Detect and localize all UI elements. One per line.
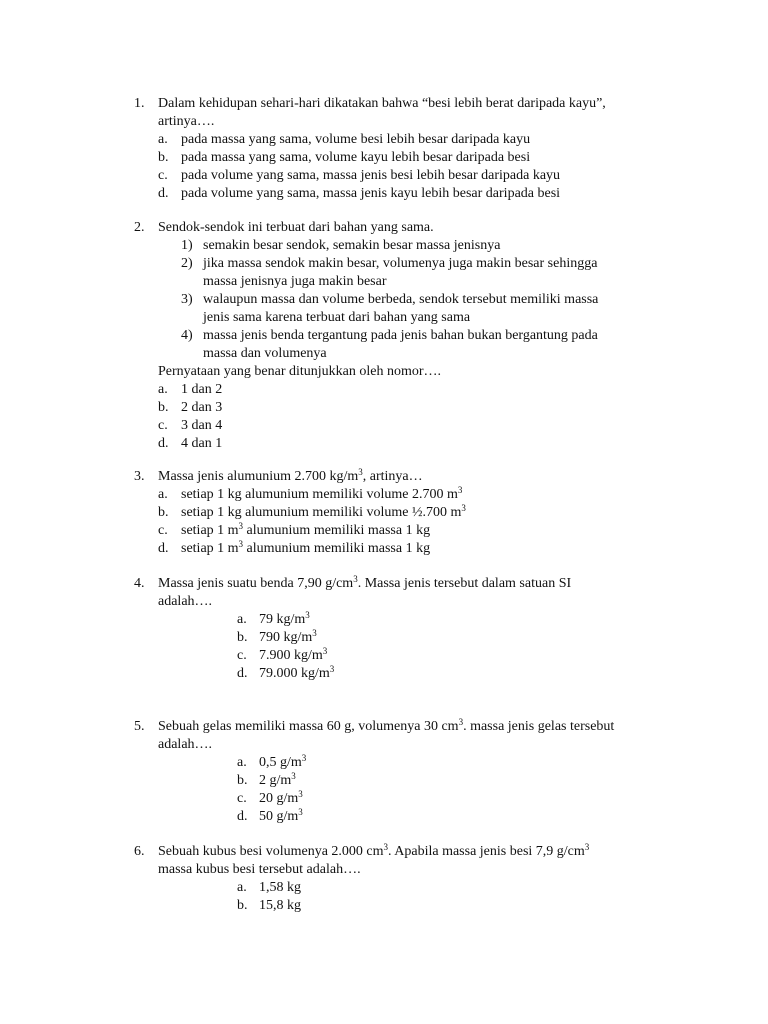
option-label: b. xyxy=(158,400,169,415)
option-text: setiap 1 $m^3$ alumunium memiliki massa 1 kg xyxy=(181,539,431,556)
option-text: 20 $g/m^3$ xyxy=(259,789,303,806)
statement-label: 3) xyxy=(181,292,193,307)
option-label: d. xyxy=(158,186,169,201)
option-label: b. xyxy=(158,150,169,165)
option-text: pada massa yang sama, volume kayu lebih besar daripada besi xyxy=(181,150,531,165)
option-text: pada volume yang sama, massa jenis kayu lebih besar daripada besi xyxy=(181,186,561,201)
question-number: 2. xyxy=(134,220,145,235)
option-label: a. xyxy=(158,132,168,147)
option-text: setiap 1 $m^3$ alumunium memiliki massa 1 kg xyxy=(181,521,431,538)
option-label: b. xyxy=(237,898,248,913)
option-text: 1,58 kg xyxy=(259,880,301,895)
statement-label: 2) xyxy=(181,256,193,271)
question-number: 5. xyxy=(134,719,145,734)
option-text: 2 $g/m^3$ xyxy=(259,771,296,788)
option-text: 4 dan 1 xyxy=(181,436,223,451)
option-text: setiap 1 kg alumunium memiliki volume ½.700 $m^3$ xyxy=(181,503,466,520)
question-stem-line-1: Massa jenis suatu benda 7,90 $g/cm^3$. Massa jenis tersebut dalam satuan SI xyxy=(158,574,572,591)
option-label: a. xyxy=(237,755,247,770)
question-stem: Massa jenis alumunium 2.700 $kg/m^3$, artinya… xyxy=(158,467,423,484)
option-label: a. xyxy=(237,880,247,895)
question-stem-line-2: adalah…. xyxy=(158,594,213,609)
question-stem-line-2: adalah…. xyxy=(158,737,213,752)
statement-label: 4) xyxy=(181,328,193,343)
option-label: c. xyxy=(158,523,168,538)
question-number: 6. xyxy=(134,844,145,859)
statement-text-continued: jenis sama karena terbuat dari bahan yang sama xyxy=(203,310,471,325)
option-label: d. xyxy=(237,666,248,681)
question-stem-line-1: Sebuah kubus besi volumenya 2.000 $cm^3$. Apabila massa jenis besi 7,9 $g/cm^3$ xyxy=(158,842,590,859)
question-stem-line-2: massa kubus besi tersebut adalah…. xyxy=(158,862,361,877)
option-label: c. xyxy=(158,168,168,183)
option-text: pada massa yang sama, volume besi lebih besar daripada kayu xyxy=(181,132,531,147)
option-text: 79.000 $kg/m^3$ xyxy=(259,664,335,681)
option-label: d. xyxy=(237,809,248,824)
option-label: c. xyxy=(237,648,247,663)
question-stem-line-1: Dalam kehidupan sehari-hari dikatakan bahwa “besi lebih berat daripada kayu”, xyxy=(158,96,606,111)
option-label: b. xyxy=(158,505,169,520)
option-text: 0,5 $g/m^3$ xyxy=(259,753,307,770)
option-text: 3 dan 4 xyxy=(181,418,223,433)
option-label: b. xyxy=(237,630,248,645)
option-label: c. xyxy=(237,791,247,806)
statement-text: semakin besar sendok, semakin besar massa jenisnya xyxy=(203,238,501,253)
option-text: 1 dan 2 xyxy=(181,382,223,397)
option-text: 79 $kg/m^3$ xyxy=(259,610,310,627)
option-label: d. xyxy=(158,436,169,451)
option-label: c. xyxy=(158,418,168,433)
option-text: 15,8 kg xyxy=(259,898,301,913)
question-stem-line-2: artinya…. xyxy=(158,114,215,129)
option-label: d. xyxy=(158,541,169,556)
question-prompt: Pernyataan yang benar ditunjukkan oleh nomor…. xyxy=(158,364,442,379)
option-text: 2 dan 3 xyxy=(181,400,223,415)
option-text: setiap 1 kg alumunium memiliki volume 2.700 $m^3$ xyxy=(181,485,463,502)
question-number: 4. xyxy=(134,576,145,591)
statement-text: massa jenis benda tergantung pada jenis bahan bukan bergantung pada xyxy=(203,328,598,343)
statement-text: walaupun massa dan volume berbeda, sendok tersebut memiliki massa xyxy=(203,292,599,307)
question-number: 3. xyxy=(134,469,145,484)
question-stem-line-1: Sebuah gelas memiliki massa 60 g, volumenya 30 $cm^3$. massa jenis gelas tersebut xyxy=(158,717,615,734)
question-stem: Sendok-sendok ini terbuat dari bahan yang sama. xyxy=(158,220,434,235)
statement-text-continued: massa dan volumenya xyxy=(203,346,327,361)
option-text: 790 $kg/m^3$ xyxy=(259,628,317,645)
option-label: a. xyxy=(237,612,247,627)
option-text: 50 $g/m^3$ xyxy=(259,807,303,824)
option-label: b. xyxy=(237,773,248,788)
option-label: a. xyxy=(158,382,168,397)
question-number: 1. xyxy=(134,96,145,111)
statement-label: 1) xyxy=(181,238,193,253)
statement-text: jika massa sendok makin besar, volumenya juga makin besar sehingga xyxy=(203,256,598,271)
statement-text-continued: massa jenisnya juga makin besar xyxy=(203,274,387,289)
option-text: pada volume yang sama, massa jenis besi lebih besar daripada kayu xyxy=(181,168,561,183)
option-label: a. xyxy=(158,487,168,502)
option-text: 7.900 $kg/m^3$ xyxy=(259,646,328,663)
